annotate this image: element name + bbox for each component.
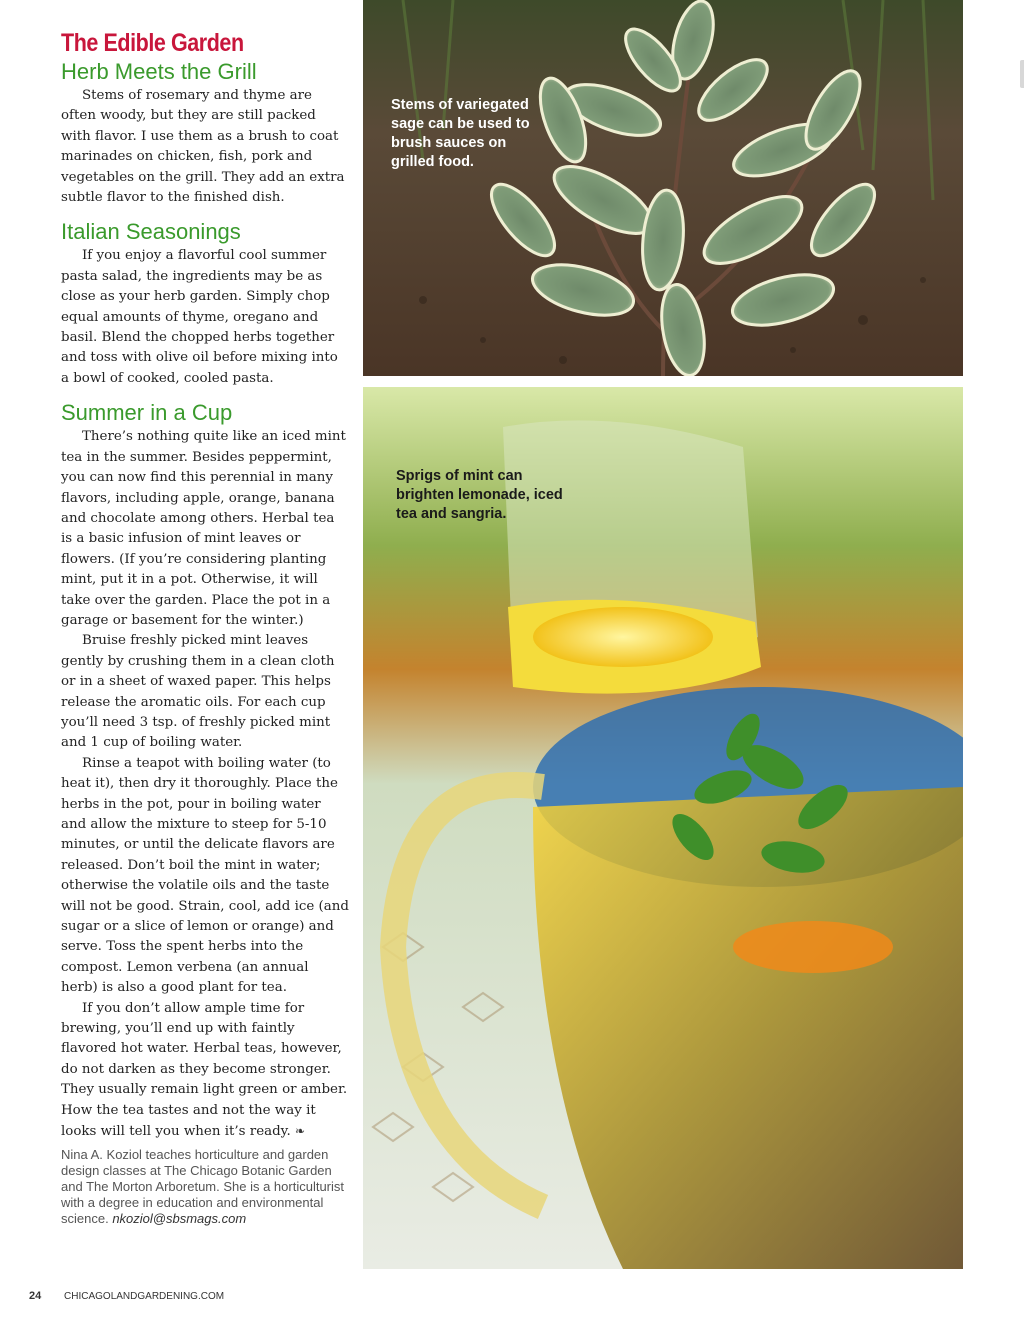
page-number: 24 bbox=[29, 1290, 42, 1302]
page-footer bbox=[29, 1290, 224, 1302]
author-email[interactable]: nkoziol@sbsmags.com bbox=[112, 1210, 247, 1226]
paragraph: Rinse a teapot with boiling water (to heat it), then dry it thoroughly. Place the herbs in the pot, pour in boiling water and allow the mixture to steep for 5-10 minutes, or until the delicate flavors are released. Don’t boil the mint in water; otherwise the volatile oils and the taste will not be good. Strain, cool, add ice (and sugar or a slice of lemon or orange) and serve. Toss the spent herbs into the compost. Lemon verbena (an annual herb) is also a good plant for tea. bbox=[61, 755, 349, 996]
sage-photo bbox=[363, 0, 963, 376]
bio-text: Nina A. Koziol teaches horticulture and garden design classes at The Chicago Botanic Garden and The Morton Arboretum. She is a horticulturist with a degree in education and environmental science. bbox=[61, 1146, 345, 1226]
paragraph bbox=[61, 999, 349, 1143]
heading-italian-seasonings: Italian Seasonings bbox=[61, 219, 241, 245]
author-bio bbox=[61, 1147, 349, 1227]
photo-caption-sage: Stems of variegated sage can be used to brush sauces on grilled food. bbox=[391, 97, 530, 170]
footer-site[interactable]: CHICAGOLANDGARDENING.COM bbox=[64, 1291, 225, 1302]
paragraph: Stems of rosemary and thyme are often woody, but they are still packed with flavor. I use them as a brush to coat marinades on chicken, fish, pork and vegetables on the grill. They add an extra subtle flavor to the finished dish. bbox=[61, 88, 345, 206]
heading-herb-grill: Herb Meets the Grill bbox=[61, 59, 257, 84]
heading-summer-cup: Summer in a Cup bbox=[61, 400, 233, 426]
section-label: The Edible Garden bbox=[61, 29, 244, 57]
page-edge-tab bbox=[1020, 60, 1024, 88]
article-column bbox=[61, 28, 349, 1227]
paragraph: There’s nothing quite like an iced mint tea in the summer. Besides peppermint, you can now find this perennial in many flavors, including apple, orange, banana and chocolate among others. Herbal tea is a basic infusion of mint leaves or flowers. (If you’re considering planting mint, put it in a pot. Otherwise, it will take over the garden. Place the pot in a garage or basement for the winter.) bbox=[61, 429, 346, 628]
paragraph-text: If you don’t allow ample time for brewing, you’ll end up with faintly flavored hot water. Herbal teas, however, do not darken as they become stronger. They usually remain light green or amber. How the tea tastes and not the way it looks will tell you when it’s ready. bbox=[61, 1000, 348, 1140]
photo-caption-mint: Sprigs of mint can brighten lemonade, iced tea and sangria. bbox=[396, 468, 563, 522]
leaf-end-icon: ❧ bbox=[294, 1124, 306, 1139]
paragraph: If you enjoy a flavorful cool summer pasta salad, the ingredients may be as close as your herb garden. Simply chop equal amounts of thyme, oregano and basil. Blend the chopped herbs together and toss with olive oil before mixing into a bowl of cooked, cooled pasta. bbox=[61, 248, 338, 386]
mint-tea-photo bbox=[363, 387, 963, 1269]
paragraph: Bruise freshly picked mint leaves gently by crushing them in a clean cloth or in a sheet of waxed paper. This helps release the aromatic oils. For each cup you’ll need 3 tsp. of freshly picked mint and 1 cup of boiling water. bbox=[61, 633, 335, 751]
